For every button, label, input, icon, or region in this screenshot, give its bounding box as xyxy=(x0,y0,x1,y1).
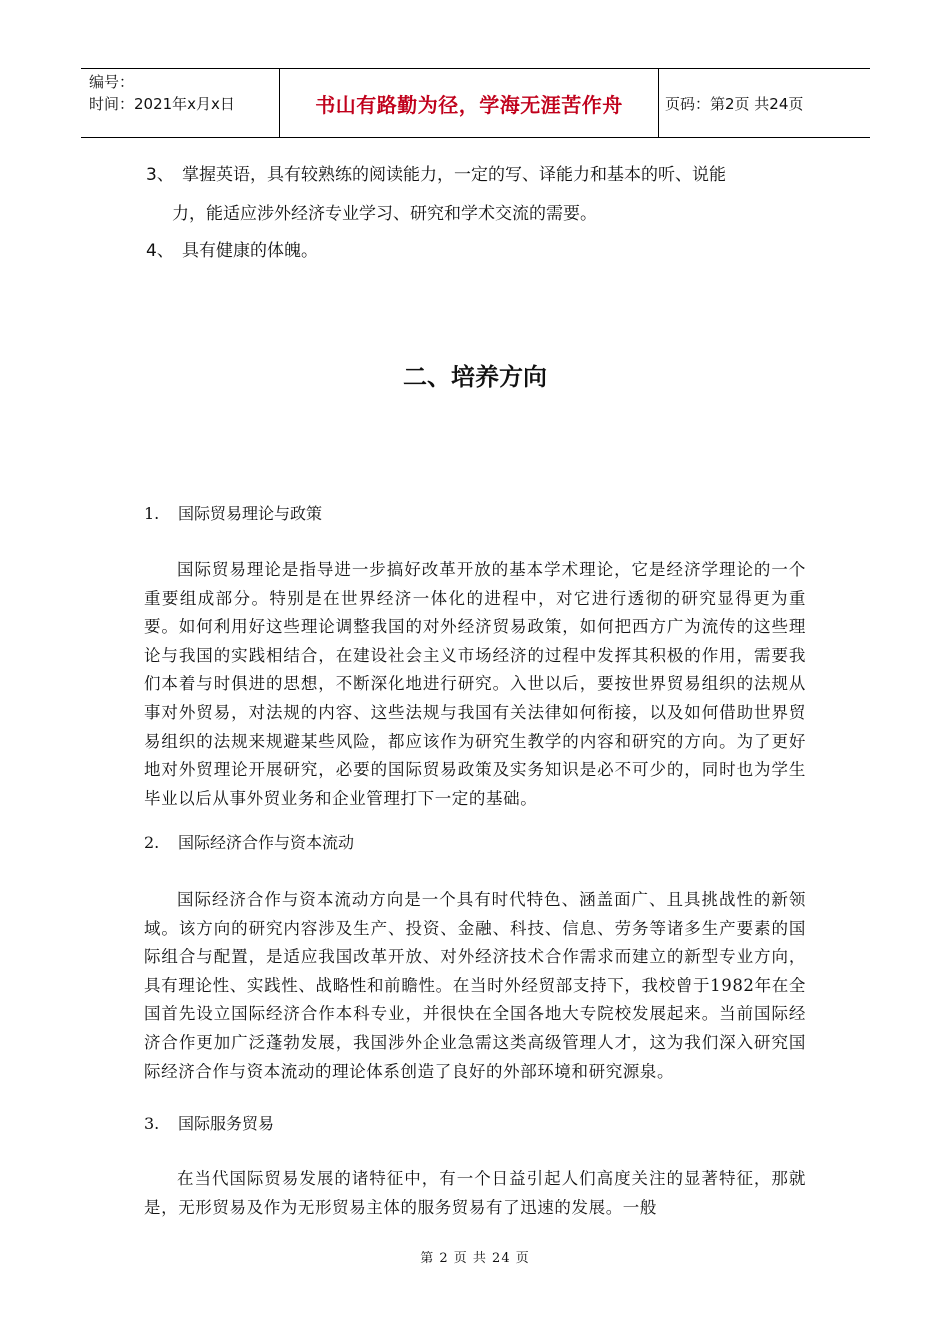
header-meta xyxy=(89,71,277,115)
list-text: 掌握英语，具有较熟练的阅读能力，一定的写、译能力和基本的听、说能 xyxy=(182,165,726,185)
page-footer: 第 2 页 共 24 页 xyxy=(420,1251,530,1266)
section-title: 二、培养方向 xyxy=(403,363,547,391)
direction-title: 国际贸易理论与政策 xyxy=(178,504,323,523)
page-header xyxy=(81,68,870,138)
direction-heading xyxy=(144,1111,274,1134)
direction-paragraph: 国际贸易理论是指导进一步搞好改革开放的基本学术理论，它是经济学理论的一个重要组成部分。特别是在世界经济一体化的进程中，对它进行透彻的研究显得更为重要。如何利用好这些理论调整我国的对外经济贸易政策，如何把西方广为流传的这些理论与我国的实践相结合，在建设社会主义市场经济的过程中发挥其积极的作用，需要我们本着与时俱进的思想，不断深化地进行研究。入世以后，要按世界贸易组织的法规从事对外贸易，对法规的内容、这些法规与我国有关法律如何衔接，以及如何借助世界贸易组织的法规来规避某些风险，都应该作为研究生教学的内容和研究的方向。为了更好地对外贸理论开展研究，必要的国际贸易政策及实务知识是必不可少的，同时也为学生毕业以后从事外贸业务和企业管理打下一定的基础。 xyxy=(144,560,806,808)
direction-heading xyxy=(144,501,322,524)
direction-number: 1. xyxy=(144,504,160,523)
header-motto: 书山有路勤为径，学海无涯苦作舟 xyxy=(315,92,623,117)
direction-paragraph: 国际经济合作与资本流动方向是一个具有时代特色、涵盖面广、且具挑战性的新领域。该方向的研究内容涉及生产、投资、金融、科技、信息、劳务等诸多生产要素的国际组合与配置，是适应我国改革开放、对外经济技术合作需求而建立的新型专业方向，具有理论性、实践性、战略性和前瞻性。在当时外经贸部支持下，我校曾于1982年在全国首先设立国际经济合作本科专业，并很快在全国各地大专院校发展起来。当前国际经济合作更加广泛蓬勃发展，我国涉外企业急需这类高级管理人才，这为我们深入研究国际经济合作与资本流动的理论体系创造了良好的外部环境和研究源泉。 xyxy=(144,890,806,1081)
doc-time-label: 时间：2021年x月x日 xyxy=(89,95,235,113)
list-text: 具有健康的体魄。 xyxy=(182,241,318,261)
list-number: 4、 xyxy=(146,241,174,261)
list-number: 3、 xyxy=(146,165,174,185)
doc-number-label: 编号： xyxy=(89,73,135,91)
header-page-info: 页码：第2页 共24页 xyxy=(665,94,804,113)
direction-number: 2. xyxy=(144,833,160,852)
direction-title: 国际经济合作与资本流动 xyxy=(178,833,355,852)
direction-title: 国际服务贸易 xyxy=(178,1114,275,1133)
list-text: 力，能适应涉外经济专业学习、研究和学术交流的需要。 xyxy=(172,204,597,224)
header-divider xyxy=(658,69,659,137)
direction-number: 3. xyxy=(144,1114,160,1133)
direction-paragraph: 在当代国际贸易发展的诸特征中，有一个日益引起人们高度关注的显著特征，那就是，无形贸易及作为无形贸易主体的服务贸易有了迅速的发展。一般 xyxy=(144,1169,806,1217)
direction-heading xyxy=(144,830,354,853)
